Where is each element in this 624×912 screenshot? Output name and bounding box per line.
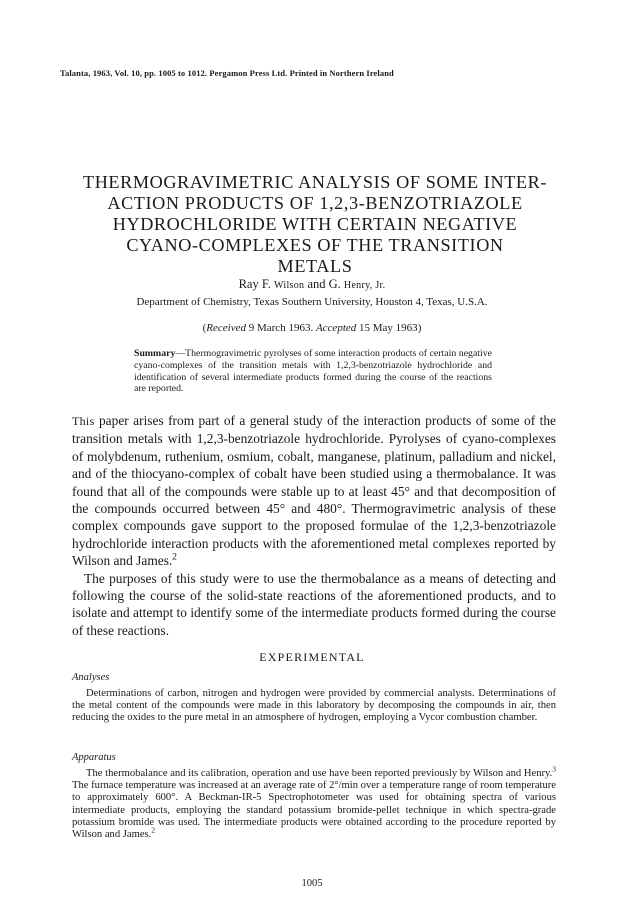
analyses-section	[72, 688, 556, 725]
author-conjunction: and	[304, 277, 329, 291]
title-line: ACTION PRODUCTS OF 1,2,3-BENZOTRIAZOLE	[107, 193, 523, 213]
section-heading-experimental: EXPERIMENTAL	[259, 650, 365, 664]
title-line: THERMOGRAVIMETRIC ANALYSIS OF SOME INTER-	[82, 172, 548, 192]
author-list	[0, 277, 624, 292]
author-first-name: Ray F.	[238, 277, 275, 291]
affiliation: Department of Chemistry, Texas Southern University, Houston 4, Texas, U.S.A.	[136, 296, 488, 308]
author-surname: Wilson	[274, 280, 305, 291]
title-line: HYDROCHLORIDE WITH CERTAIN NEGATIVE	[112, 214, 518, 234]
intro-paragraph-text: paper arises from part of a general study of the interaction products of some of the transition metals with 1,2,3-benzotriazole hydrochloride. Pyrolyses of cyano-complexes of molybdenum, ruthenium, osmium, cobalt, manganese, platinum, palladium and nickel, and of the thiocyano-complex of cobalt have been studied using a thermobalance. It was found that all of the compounds were stable up to at least 45° and that decomposition of the compounds occurred between 45° and 480°. Thermogravimetric analysis of these complex compounds gave support to the proposed formulae of the 1,2,3-benzotriazole hydrochloride interaction products with the aforementioned metal complexes reported by Wilson and James.	[72, 413, 556, 569]
title-line: CYANO-COMPLEXES OF THE TRANSITION	[126, 235, 504, 255]
reference-marker: 3	[552, 764, 556, 774]
summary-text: —Thermogravimetric pyrolyses of some interaction products of certain negative cyano-complexes of the transition metals with 1,2,3-benzotriazole hydrochloride and identification of several intermediate products formed during the course of the reactions are reported.	[134, 348, 492, 395]
subheading-apparatus: Apparatus	[72, 752, 116, 763]
reference-marker: 2	[151, 825, 156, 835]
introduction	[72, 412, 556, 639]
summary-label: Summary	[134, 348, 176, 359]
lead-word: This	[72, 414, 95, 428]
analyses-paragraph: Determinations of carbon, nitrogen and hydrogen were provided by commercial analysts. Determinations of the metal content of the compounds were made in this laboratory by decomposing the compounds in air, then reducing the oxides to the pure metal in an atmosphere of hydrogen, employing a Vycor combustion chamber.	[72, 688, 556, 724]
apparatus-paragraph	[72, 764, 556, 841]
intro-paragraph: The purposes of this study were to use the thermobalance as a means of detecting and following the course of the solid-state reactions of the aforementioned products, and to isolate and attempt to identify some of the intermediate products formed during the course of these reactions.	[72, 570, 556, 638]
author-first-name: G.	[328, 277, 344, 291]
accepted-label: Accepted	[315, 322, 357, 334]
article-title	[60, 172, 570, 277]
received-dates: (Received 9 March 1963. Accepted 15 May 1963)	[202, 322, 422, 334]
intro-paragraph	[72, 412, 556, 570]
received-label: Received	[206, 322, 246, 334]
subheading-analyses: Analyses	[72, 672, 110, 683]
apparatus-text: The thermobalance and its calibration, operation and use have been reported previously by Wilson and Henry.	[86, 768, 553, 779]
apparatus-text: The furnace temperature was increased at an average rate of 2°/min over a temperature range of room temperature to approximately 600°. A Beckman-IR-5 Spectrophotometer was used for obtaining spectra of various intermediate products, employing the standard potassium bromide-pellet technique in which spectra-grade potassium bromide was used. The intermediate products were obtained according to the procedure reported by Wilson and James.	[72, 780, 556, 841]
received-date: 9 March 1963.	[245, 322, 316, 334]
page-number: 1005	[301, 878, 323, 889]
summary-abstract	[134, 348, 492, 395]
journal-citation: Talanta, 1963, Vol. 10, pp. 1005 to 1012. Pergamon Press Ltd. Printed in Northern Ireland	[60, 68, 394, 78]
reference-marker: 2	[172, 552, 177, 563]
title-line: METALS	[277, 256, 353, 276]
author-surname: Henry, Jr.	[343, 280, 386, 291]
accepted-date: 15 May 1963	[356, 322, 418, 334]
apparatus-section	[72, 764, 556, 841]
